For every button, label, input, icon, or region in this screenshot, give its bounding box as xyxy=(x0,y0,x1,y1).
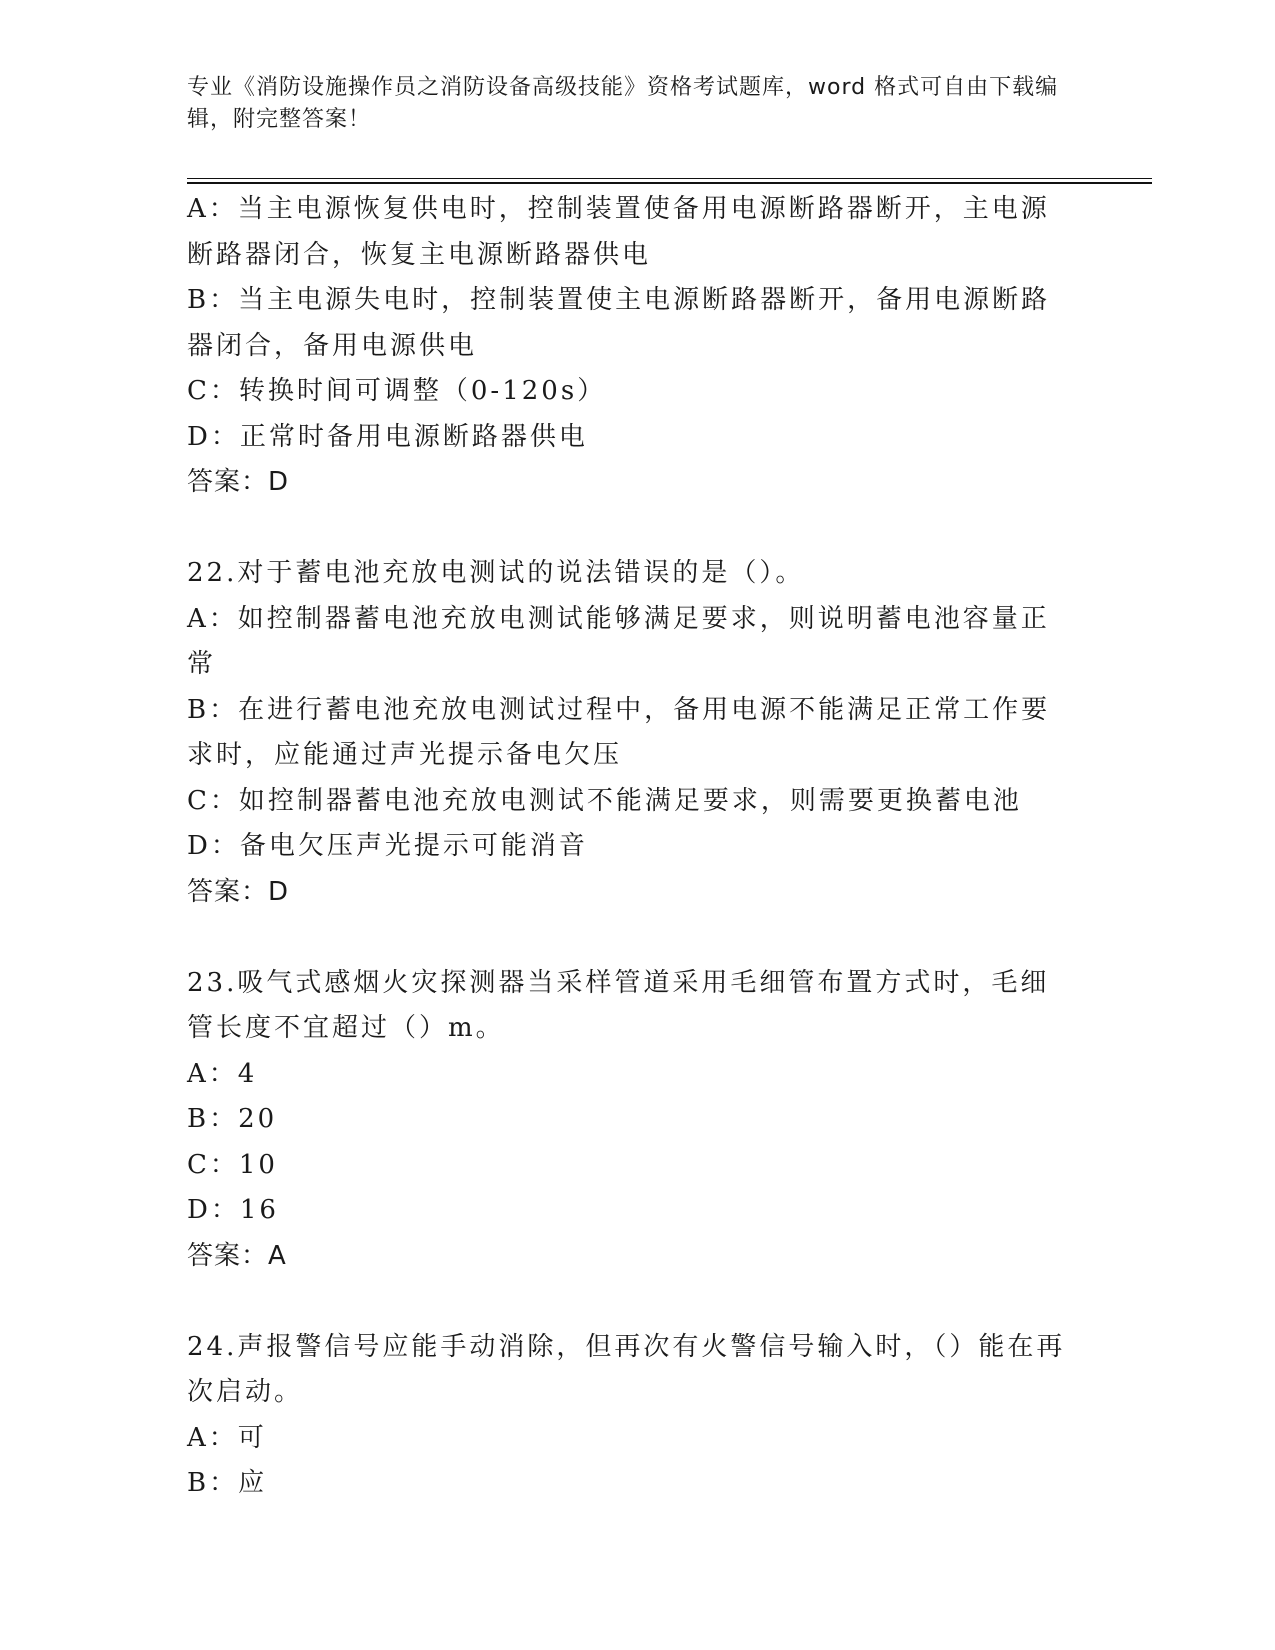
option-a: A：可 xyxy=(187,1422,267,1453)
option-b: B：当主电源失电时，控制装置使主电源断路器断开，备用电源断路器闭合，备用电源供电 xyxy=(187,285,1051,361)
document-header: 专业《消防设施操作员之消防设备高级技能》资格考试题库，word 格式可自由下载编辑，附完整答案！ xyxy=(187,75,1059,132)
question-text: 23.吸气式感烟火灾探测器当采样管道采用毛细管布置方式时，毛细管长度不宜超过（）m。 xyxy=(187,967,1050,1043)
answer: 答案：D xyxy=(187,467,290,497)
header-divider-thin xyxy=(187,178,1152,179)
question-content xyxy=(187,187,1077,1507)
option-c: C：如控制器蓄电池充放电测试不能满足要求，则需要更换蓄电池 xyxy=(187,785,1022,816)
question-23-block xyxy=(187,961,1077,1280)
question-text: 22.对于蓄电池充放电测试的说法错误的是（）。 xyxy=(187,558,805,588)
option-a: A：如控制器蓄电池充放电测试能够满足要求，则说明蓄电池容量正常 xyxy=(187,603,1050,679)
option-c: C：10 xyxy=(187,1149,278,1180)
question-21-block xyxy=(187,187,1077,506)
question-text: 24.声报警信号应能手动消除，但再次有火警信号输入时，（）能在再次启动。 xyxy=(187,1331,1066,1407)
option-a: A：4 xyxy=(187,1058,258,1089)
answer: 答案：A xyxy=(187,1240,287,1271)
spacer xyxy=(187,506,1077,552)
question-22-block xyxy=(187,551,1077,915)
option-b: B：应 xyxy=(187,1468,268,1498)
option-b: B：在进行蓄电池充放电测试过程中，备用电源不能满足正常工作要求时，应能通过声光提示备电欠压 xyxy=(187,694,1051,770)
spacer xyxy=(187,915,1077,961)
spacer xyxy=(187,1279,1077,1325)
option-c: C：转换时间可调整（0-120s） xyxy=(187,376,607,406)
question-24-block xyxy=(187,1325,1077,1507)
header-divider-thick xyxy=(187,182,1152,184)
option-a: A：当主电源恢复供电时，控制装置使备用电源断路器断开，主电源断路器闭合，恢复主电源断路器供电 xyxy=(187,194,1050,270)
option-d: D：16 xyxy=(187,1195,279,1225)
option-b: B：20 xyxy=(187,1104,278,1134)
option-d: D：备电欠压声光提示可能消音 xyxy=(187,831,588,861)
option-d: D：正常时备用电源断路器供电 xyxy=(187,421,588,452)
answer: 答案：D xyxy=(187,876,290,907)
